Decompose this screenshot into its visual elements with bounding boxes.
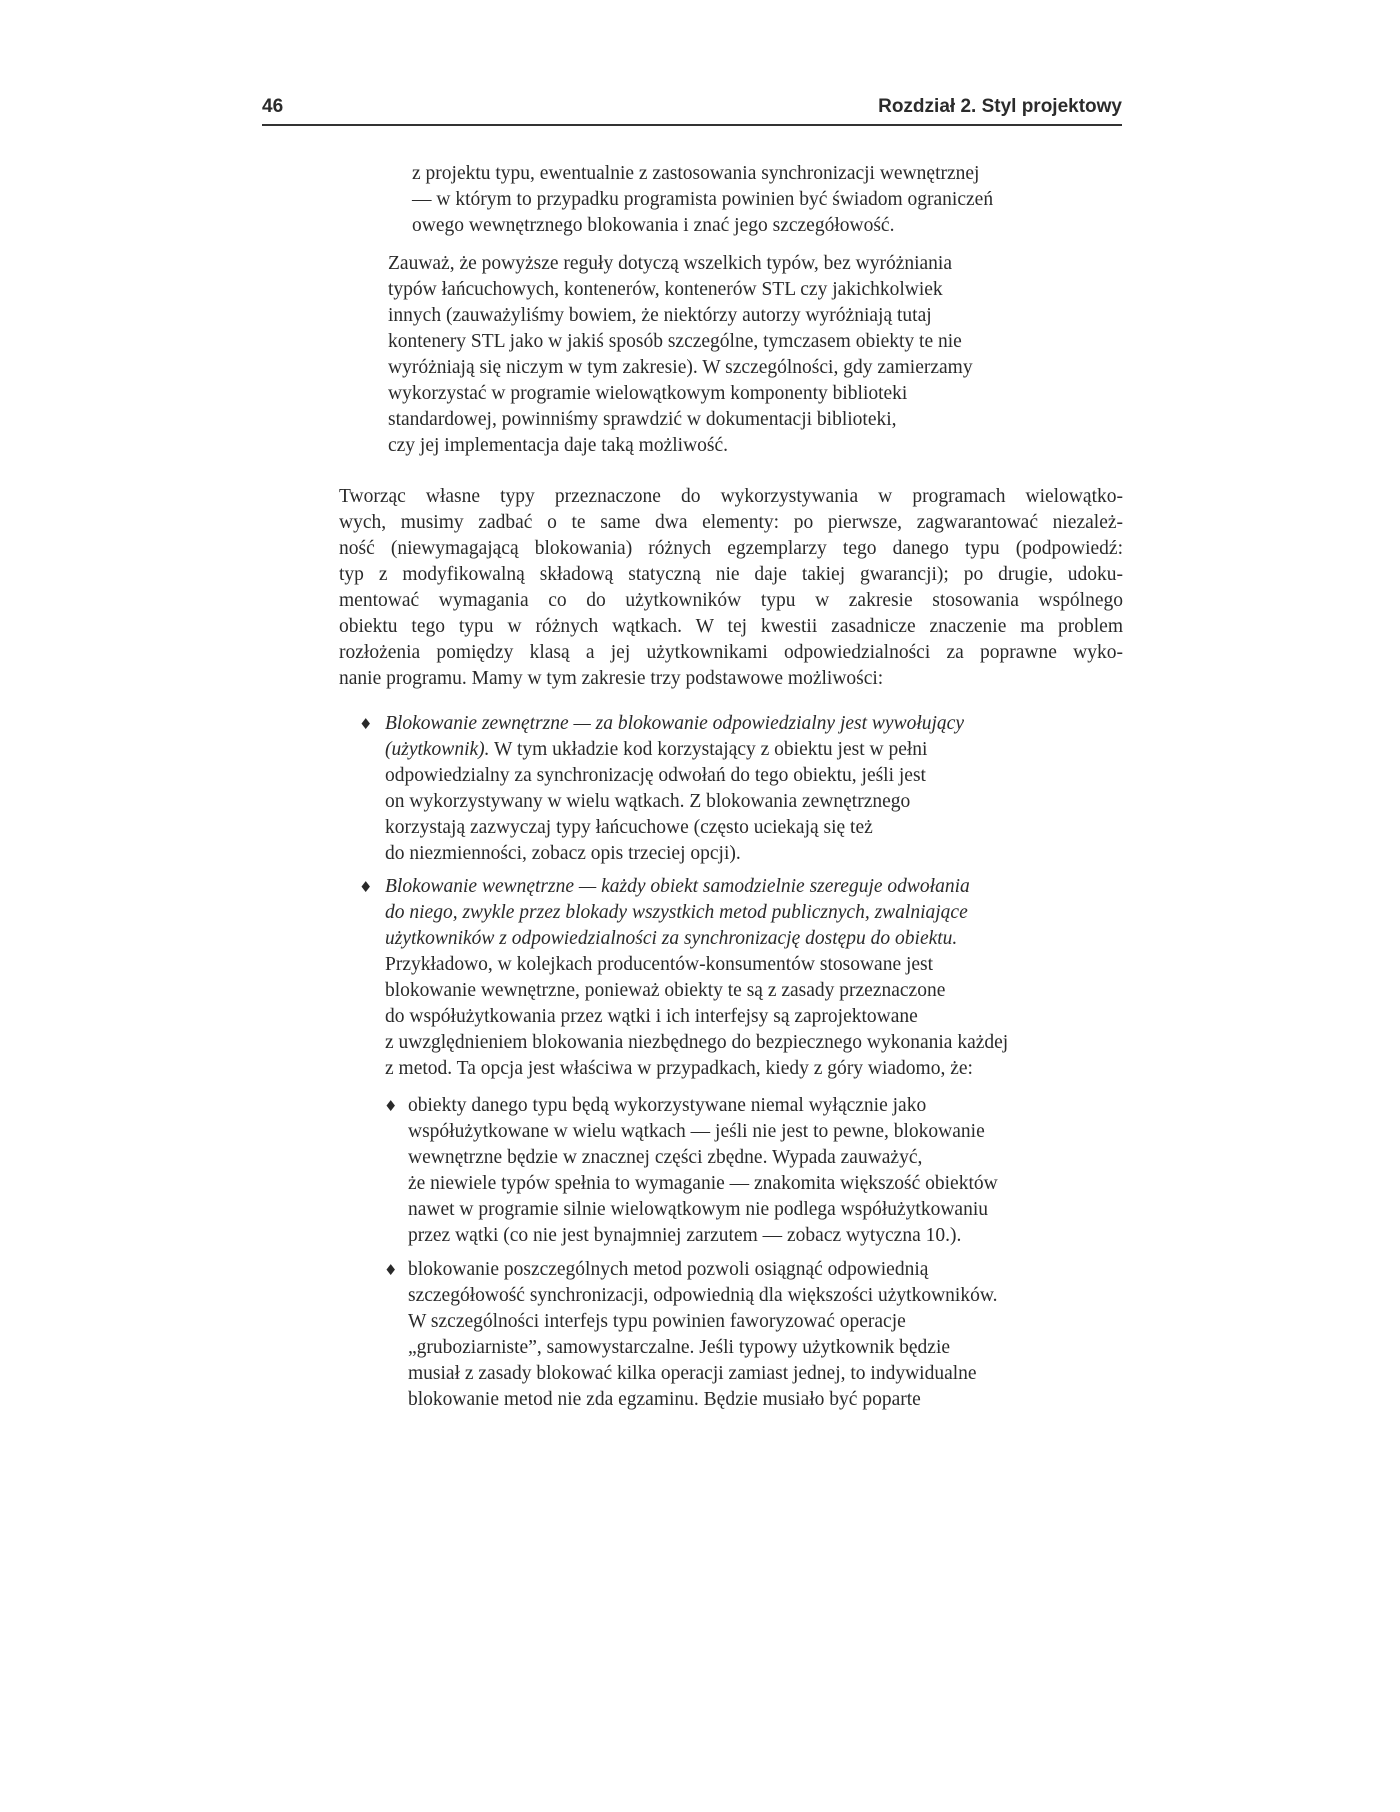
- text-line: obiekty danego typu będą wykorzystywane niemal wyłącznie jako: [408, 1095, 927, 1116]
- text-line: szczegółowość synchronizacji, odpowiednią dla większości użytkowników.: [408, 1285, 998, 1306]
- diamond-bullet-icon: ♦: [384, 1261, 398, 1279]
- quote-paragraph: [388, 251, 1088, 459]
- chapter-title: Rozdział 2. Styl projektowy: [878, 96, 1122, 117]
- text-line: z uwzględnieniem blokowania niezbędnego do bezpiecznego wykonania każdej: [385, 1032, 1009, 1053]
- text-line: z metod. Ta opcja jest właściwa w przypadkach, kiedy z góry wiadomo, że:: [385, 1058, 973, 1079]
- page-number: 46: [262, 96, 284, 117]
- diamond-bullet-icon: ♦: [359, 715, 373, 733]
- bullet-heading-tail: (użytkownik).: [385, 739, 490, 760]
- text-line: Zauważ, że powyższe reguły dotyczą wszelkich typów, bez wyróżniania: [388, 253, 952, 274]
- text-line: blokowanie metod nie zda egzaminu. Będzie musiało być poparte: [408, 1389, 921, 1410]
- text-line: Przykładowo, w kolejkach producentów-konsumentów stosowane jest: [385, 954, 934, 975]
- text-line: przez wątki (co nie jest bynajmniej zarzutem — zobacz wytyczna 10.).: [408, 1225, 962, 1246]
- text-line: [385, 737, 1115, 763]
- text-line: ność (niewymagającą blokowania) różnych egzemplarzy tego danego typu (podpowiedź:: [339, 538, 1123, 559]
- text-line: on wykorzystywany w wielu wątkach. Z blokowania zewnętrznego: [385, 791, 911, 812]
- text-line: innych (zauważyliśmy bowiem, że niektórzy autorzy wyróżniają tutaj: [388, 305, 932, 326]
- text-line: do współużytkowania przez wątki i ich interfejsy są zaprojektowane: [385, 1006, 918, 1027]
- sub-bullet-shared-objects: [408, 1093, 1118, 1249]
- text-line: musiał z zasady blokować kilka operacji zamiast jednej, to indywidualne: [408, 1363, 977, 1384]
- text-line: współużytkowane w wielu wątkach — jeśli nie jest to pewne, blokowanie: [408, 1121, 985, 1142]
- text-line: z projektu typu, ewentualnie z zastosowania synchronizacji wewnętrznej: [412, 163, 980, 184]
- text-line: „gruboziarniste”, samowystarczalne. Jeśli typowy użytkownik będzie: [408, 1337, 951, 1358]
- text-line: nawet w programie silnie wielowątkowym nie podlega współużytkowaniu: [408, 1199, 988, 1220]
- text-line: typów łańcuchowych, kontenerów, kontenerów STL czy jakichkolwiek: [388, 279, 943, 300]
- bullet-internal-locking: [385, 874, 1115, 1082]
- text-line: mentować wymagania co do użytkowników typu w zakresie stosowania wspólnego: [339, 590, 1123, 611]
- text-line: do niezmienności, zobacz opis trzeciej opcji).: [385, 843, 741, 864]
- quote-continuation: [412, 161, 1092, 239]
- text-line: odpowiedzialny za synchronizację odwołań do tego obiektu, jeśli jest: [385, 765, 926, 786]
- text-line: obiektu tego typu w różnych wątkach. W tej kwestii zasadnicze znaczenie ma problem: [339, 616, 1123, 637]
- text-line: standardowej, powinniśmy sprawdzić w dokumentacji biblioteki,: [388, 409, 897, 430]
- bullet-heading: Blokowanie wewnętrzne — każdy obiekt samodzielnie szereguje odwołania: [385, 876, 970, 897]
- body-paragraph: [339, 484, 1123, 692]
- text-span: W tym układzie kod korzystający z obiektu jest w pełni: [489, 739, 928, 760]
- running-header: [262, 96, 1122, 126]
- text-line: blokowanie poszczególnych metod pozwoli osiągnąć odpowiednią: [408, 1259, 929, 1280]
- diamond-bullet-icon: ♦: [384, 1097, 398, 1115]
- bullet-heading: użytkowników z odpowiedzialności za synchronizację dostępu do obiektu.: [385, 928, 958, 949]
- sub-bullet-method-locking: [408, 1257, 1118, 1413]
- text-line: że niewiele typów spełnia to wymaganie — znakomita większość obiektów: [408, 1173, 998, 1194]
- diamond-bullet-icon: ♦: [359, 878, 373, 896]
- bullet-external-locking: [385, 711, 1115, 867]
- text-line: wych, musimy zadbać o te same dwa elementy: po pierwsze, zagwarantować niezależ-: [339, 512, 1123, 533]
- text-line: typ z modyfikowalną składową statyczną nie daje takiej gwarancji); po drugie, udoku-: [339, 564, 1123, 585]
- bullet-heading: do niego, zwykle przez blokady wszystkich metod publicznych, zwalniające: [385, 902, 968, 923]
- text-line: kontenery STL jako w jakiś sposób szczególne, tymczasem obiekty te nie: [388, 331, 962, 352]
- text-line: wyróżniają się niczym w tym zakresie). W szczególności, gdy zamierzamy: [388, 357, 973, 378]
- text-line: wykorzystać w programie wielowątkowym komponenty biblioteki: [388, 383, 908, 404]
- text-line: blokowanie wewnętrzne, ponieważ obiekty te są z zasady przeznaczone: [385, 980, 946, 1001]
- text-line: rozłożenia pomiędzy klasą a jej użytkownikami odpowiedzialności za poprawne wyko-: [339, 642, 1123, 663]
- text-line: wewnętrzne będzie w znacznej części zbędne. Wypada zauważyć,: [408, 1147, 923, 1168]
- bullet-heading: Blokowanie zewnętrzne — za blokowanie odpowiedzialny jest wywołujący: [385, 713, 964, 734]
- text-line: Tworząc własne typy przeznaczone do wykorzystywania w programach wielowątko-: [339, 486, 1123, 507]
- text-line: czy jej implementacja daje taką możliwość.: [388, 435, 729, 456]
- text-line: owego wewnętrznego blokowania i znać jego szczegółowość.: [412, 215, 895, 236]
- text-line: — w którym to przypadku programista powinien być świadom ograniczeń: [412, 189, 994, 210]
- text-line: korzystają zazwyczaj typy łańcuchowe (często uciekają się też: [385, 817, 873, 838]
- text-line: nanie programu. Mamy w tym zakresie trzy podstawowe możliwości:: [339, 668, 884, 689]
- text-line: W szczególności interfejs typu powinien faworyzować operacje: [408, 1311, 906, 1332]
